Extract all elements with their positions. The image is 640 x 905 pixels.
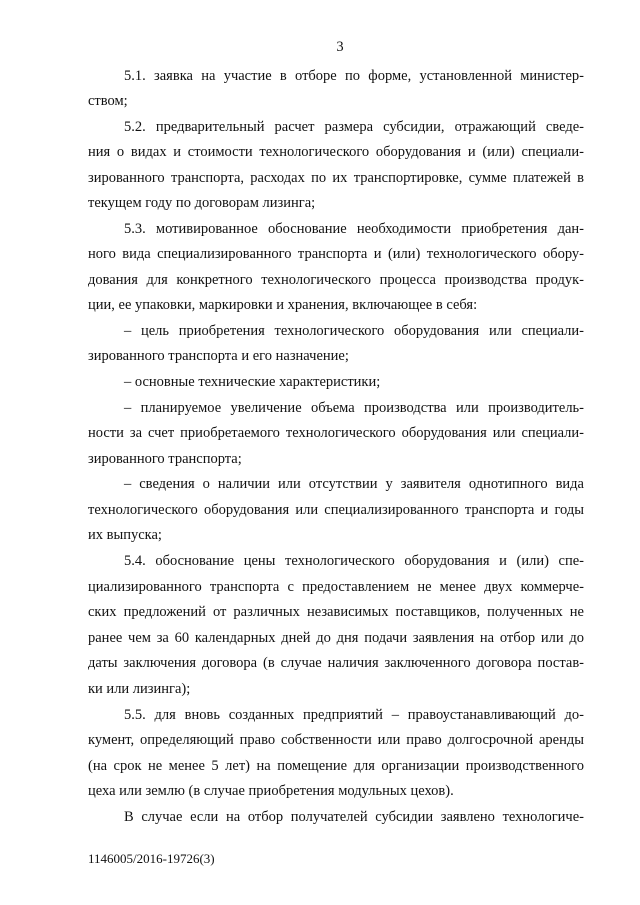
line-1: 5.1. заявка на участие в отборе по форме, установленной министер- — [124, 68, 584, 84]
line-20: 5.4. обоснование цены технологического оборудования и (или) спе- — [124, 553, 584, 569]
line-15: ности за счет приобретаемого технологического оборудования или специали- — [88, 425, 584, 441]
line-11: – цель приобретения технологического оборудования или специали- — [124, 323, 584, 339]
line-17: – сведения о наличии или отсутствии у заявителя однотипного вида — [124, 476, 584, 492]
line-5: зированного транспорта, расходах по их транспортировке, сумме платежей в — [88, 170, 584, 186]
line-13: – основные технические характеристики; — [124, 374, 381, 390]
page-number: 3 — [336, 39, 344, 55]
line-8: ного вида специализированного транспорта и (или) технологического обору- — [88, 246, 584, 262]
line-26: 5.5. для вновь созданных предприятий – правоустанавливающий до- — [124, 707, 584, 723]
footer-code: 1146005/2016-19726(3) — [88, 851, 215, 866]
line-25: ки или лизинга); — [88, 681, 191, 697]
line-10: ции, ее упаковки, маркировки и хранения, включающее в себя: — [88, 297, 478, 313]
line-7: 5.3. мотивированное обоснование необходимости приобретения дан- — [124, 221, 584, 237]
line-9: дования для конкретного технологического процесса производства продук- — [88, 272, 584, 288]
line-28: (на срок не менее 5 лет) на помещение для организации производственного — [88, 758, 584, 774]
line-21: циализированного транспорта с предоставлением не менее двух коммерче- — [88, 579, 584, 595]
line-16: зированного транспорта; — [88, 451, 242, 467]
line-23: ранее чем за 60 календарных дней до дня подачи заявления на отбор или до — [88, 630, 584, 646]
line-30: В случае если на отбор получателей субсидии заявлено технологиче- — [124, 809, 584, 825]
line-14: – планируемое увеличение объема производства или производитель- — [124, 400, 584, 416]
line-12: зированного транспорта и его назначение; — [88, 348, 349, 364]
line-6: текущем году по договорам лизинга; — [88, 195, 316, 211]
line-22: ских предложений от различных независимых поставщиков, полученных не — [88, 604, 584, 620]
line-24: даты заключения договора (в случае наличия заключенного договора постав- — [88, 655, 584, 671]
line-2: ством; — [88, 93, 128, 109]
line-29: цеха или землю (в случае приобретения модульных цехов). — [88, 783, 454, 799]
line-4: ния о видах и стоимости технологического оборудования и (или) специали- — [88, 144, 584, 160]
line-3: 5.2. предварительный расчет размера субсидии, отражающий сведе- — [124, 119, 584, 135]
line-18: технологического оборудования или специализированного транспорта и годы — [88, 502, 584, 518]
line-27: кумент, определяющий право собственности или право долгосрочной аренды — [88, 732, 584, 748]
line-19: их выпуска; — [88, 527, 162, 543]
